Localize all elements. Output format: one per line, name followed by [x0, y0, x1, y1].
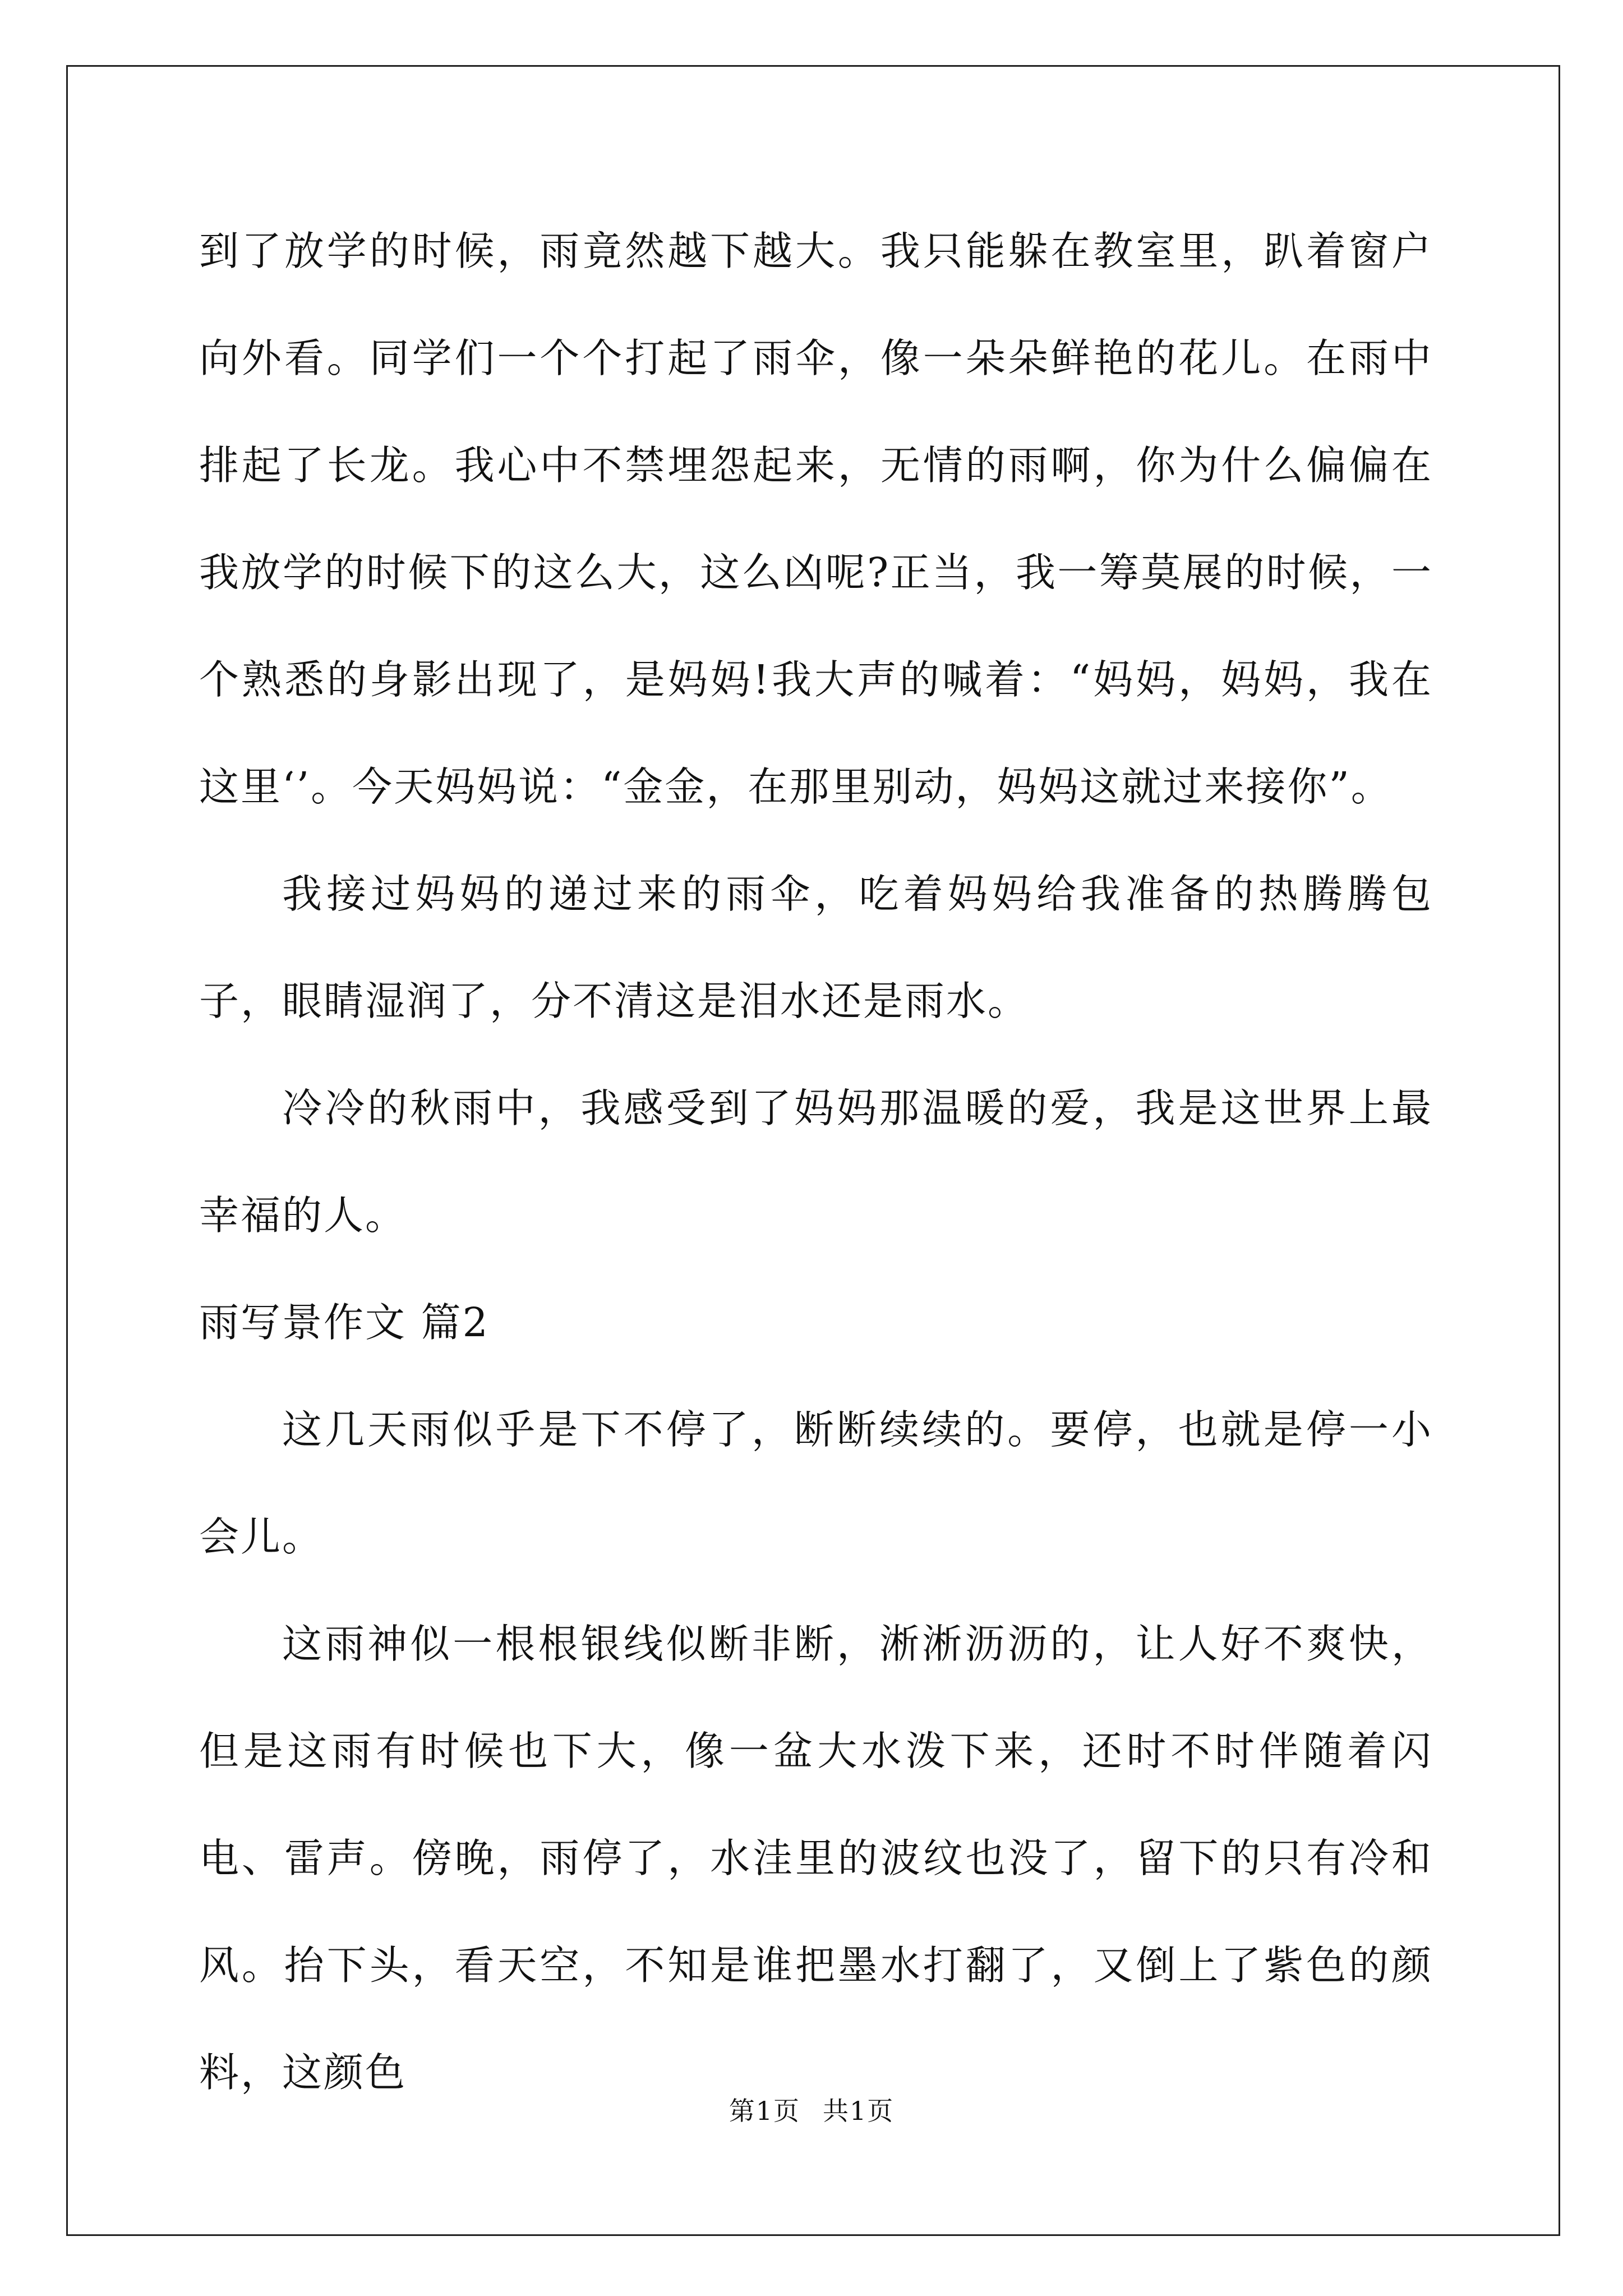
- paragraph-2: 我接过妈妈的递过来的雨伞，吃着妈妈给我准备的热腾腾包子，眼睛湿润了，分不清这是泪水还是雨水。: [199, 871, 1433, 1024]
- paragraph-3: 冷冷的秋雨中，我感受到了妈妈那温暖的爱，我是这世界上最幸福的人。: [199, 1085, 1433, 1239]
- document-body: [199, 197, 1433, 2126]
- section-heading: 雨写景作文 篇2: [199, 1299, 490, 1346]
- page-number: 第1页: [728, 2096, 800, 2126]
- page-total: 共1页: [823, 2096, 895, 2126]
- page-footer: [0, 2094, 1623, 2128]
- paragraph-4: 这几天雨似乎是下不停了，断断续续的。要停，也就是停一小会儿。: [199, 1406, 1433, 1560]
- paragraph-5: 这雨神似一根根银线似断非断，淅淅沥沥的，让人好不爽快，但是这雨有时候也下大，像一盆大水泼下来，还时不时伴随着闪电、雷声。傍晚，雨停了，水洼里的波纹也没了，留下的只有冷和风。抬下头，看天空，不知是谁把墨水打翻了，又倒上了紫色的颜料，这颜色: [199, 1621, 1433, 2096]
- paragraph-1: 到了放学的时候，雨竟然越下越大。我只能躲在教室里，趴着窗户向外看。同学们一个个打起了雨伞，像一朵朵鲜艳的花儿。在雨中排起了长龙。我心中不禁埋怨起来，无情的雨啊，你为什么偏偏在我放学的时候下的这么大，这么凶呢?正当，我一筹莫展的时候，一个熟悉的身影出现了，是妈妈!我大声的喊着：“妈妈，妈妈，我在这里‘’。今天妈妈说：“金金，在那里别动，妈妈这就过来接你”。: [199, 228, 1433, 810]
